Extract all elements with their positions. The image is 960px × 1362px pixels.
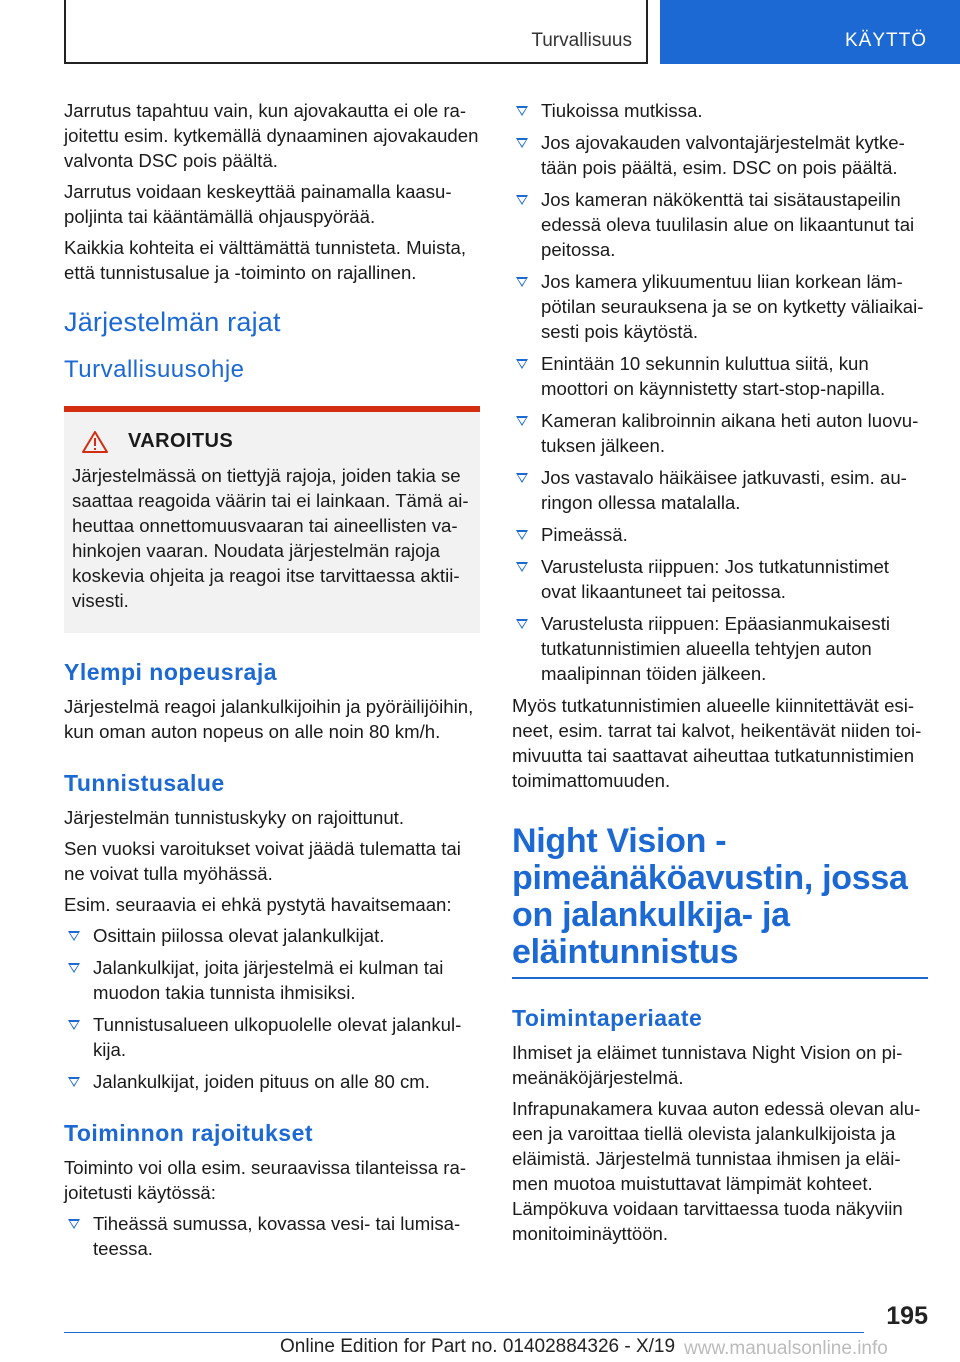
triangle-bullet-icon [68,931,80,941]
warning-box [64,406,480,633]
triangle-bullet-icon [516,619,528,629]
triangle-bullet-icon [516,530,528,540]
triangle-bullet-icon [516,106,528,116]
detection-list [64,923,480,1094]
triangle-bullet-icon [516,359,528,369]
triangle-bullet-icon [68,1020,80,1030]
principle-paragraph: Infrapunakamera kuvaa auton edessä olevan alueen ja varoittaa tiellä olevista jalankulkijoista ja eläimistä. Järjestelmä tunnistaa ihmisen ja eläimen muotoa muistuttavat lämpimät kohteet. Lämpökuva voidaan tarvittaessa tuoda näkyviin monitoiminäyttöön. [512,1098,921,1244]
limits-list-continued [512,98,928,686]
watermark: www.manualsonline.info [684,1338,888,1359]
list-item: Pimeässä. [512,522,928,547]
triangle-bullet-icon [516,277,528,287]
page-number: 195 [886,1302,928,1330]
triangle-bullet-icon [516,562,528,572]
triangle-bullet-icon [68,1077,80,1087]
heading-safety-note: Turvallisuusohje [64,356,245,383]
detection-paragraph: Sen vuoksi varoitukset voivat jäädä tulematta tai ne voivat tulla myöhässä. [64,838,461,884]
header-title-box [64,0,648,64]
list-item: Jos vastavalo häikäisee jatkuvasti, esim. auringon ollessa matalalla. [512,465,928,515]
list-item: Osittain piilossa olevat jalankulkijat. [64,923,480,948]
heading-upper-speed-limit: Ylempi nopeusraja [64,659,278,685]
radar-note: Myös tutkatunnistimien alueelle kiinnitettävät esineet, esim. tarrat tai kalvot, heikentävät niiden toimivuutta tai saattavat aiheuttaa tutkatunnistimien toimimattomuuden. [512,695,922,791]
list-item: Tiukoissa mutkissa. [512,98,928,123]
header-section-label: KÄYTTÖ [844,30,927,51]
warning-triangle-icon [82,431,108,453]
limits-list [64,1211,480,1261]
header-section-tab [660,0,960,64]
list-item: Jos ajovakauden valvontajärjestelmät kytketään pois päältä, esim. DSC on pois päältä. [512,130,928,180]
list-item: Jos kamera ylikuumentuu liian korkean lämpötilan seurauksena ja se on kytketty väliaikaisesti pois käytöstä. [512,269,928,344]
heading-system-limits: Järjestelmän rajat [64,307,281,337]
triangle-bullet-icon [516,195,528,205]
triangle-bullet-icon [516,138,528,148]
speed-text: Järjestelmä reagoi jalankulkijoihin ja pyöräilijöihin, kun oman auton nopeus on alle noin 80 km/h. [64,696,474,742]
list-item: Varustelusta riippuen: Jos tutkatunnistimet ovat likaantuneet tai peitossa. [512,554,928,604]
intro-paragraph: Jarrutus tapahtuu vain, kun ajovakautta ei ole rajoitettu esim. kytkemällä dynaaminen ajovakauden valvonta DSC pois päältä. [64,100,479,171]
list-item: Varustelusta riippuen: Epäasianmukaisesti tutkatunnistimien alueella tehtyjen auton maalipinnan töiden jälkeen. [512,611,928,686]
triangle-bullet-icon [68,963,80,973]
list-item: Enintään 10 sekunnin kuluttua siitä, kun moottori on käynnistetty start-stop-napilla. [512,351,928,401]
list-item: Tunnistusalueen ulkopuolelle olevat jalankulkija. [64,1012,480,1062]
detection-paragraph: Järjestelmän tunnistuskyky on rajoittunut. [64,807,405,828]
list-item: Jalankulkijat, joiden pituus on alle 80 cm. [64,1069,480,1094]
triangle-bullet-icon [516,473,528,483]
intro-paragraph: Jarrutus voidaan keskeyttää painamalla kaasupoljinta tai kääntämällä ohjauspyörää. [64,181,452,227]
header-title: Turvallisuus [531,30,632,51]
list-item: Jalankulkijat, joita järjestelmä ei kulman tai muodon takia tunnista ihmisiksi. [64,955,480,1005]
limits-text: Toiminto voi olla esim. seuraavissa tilanteissa rajoitetusti käytössä: [64,1157,467,1203]
triangle-bullet-icon [68,1219,80,1229]
heading-function-limits: Toiminnon rajoitukset [64,1120,314,1146]
heading-detection-area: Tunnistusalue [64,770,225,796]
footer-edition: Online Edition for Part no. 01402884326 - X/19 [280,1336,676,1357]
warning-title: VAROITUS [128,430,234,452]
intro-paragraph: Kaikkia kohteita ei välttämättä tunnisteta. Muista, että tunnistusalue ja -toiminto on rajallinen. [64,237,467,283]
footer-divider [64,1332,864,1333]
list-item: Jos kameran näkökenttä tai sisätaustapeilin edessä oleva tuulilasin alue on likaantunut tai peitossa. [512,187,928,262]
chapter-heading-night-vision: Night Vision -pimeänäköavustin, jossa on jalankulkija- ja eläintunnistus [512,823,928,979]
principle-paragraph: Ihmiset ja eläimet tunnistava Night Vision on pimeänäköjärjestelmä. [512,1042,903,1088]
detection-paragraph: Esim. seuraavia ei ehkä pystytä havaitsemaan: [64,894,452,915]
triangle-bullet-icon [516,416,528,426]
right-column [512,98,928,1252]
left-column [64,98,480,1268]
list-item: Kameran kalibroinnin aikana heti auton luovutuksen jälkeen. [512,408,928,458]
warning-text: Järjestelmässä on tiettyjä rajoja, joiden takia se saattaa reagoida väärin tai ei lainkaan. Tämä aiheuttaa onnettomuusvaaran tai aineellisten vahinkojen vaaran. Noudata järjestelmän rajoja koskevia ohjeita ja reagoi itse tarvittaessa aktiivisesti. [72,465,469,611]
warning-header [72,430,472,453]
list-item: Tiheässä sumussa, kovassa vesi- tai lumisateessa. [64,1211,480,1261]
heading-operating-principle: Toimintaperiaate [512,1005,703,1031]
